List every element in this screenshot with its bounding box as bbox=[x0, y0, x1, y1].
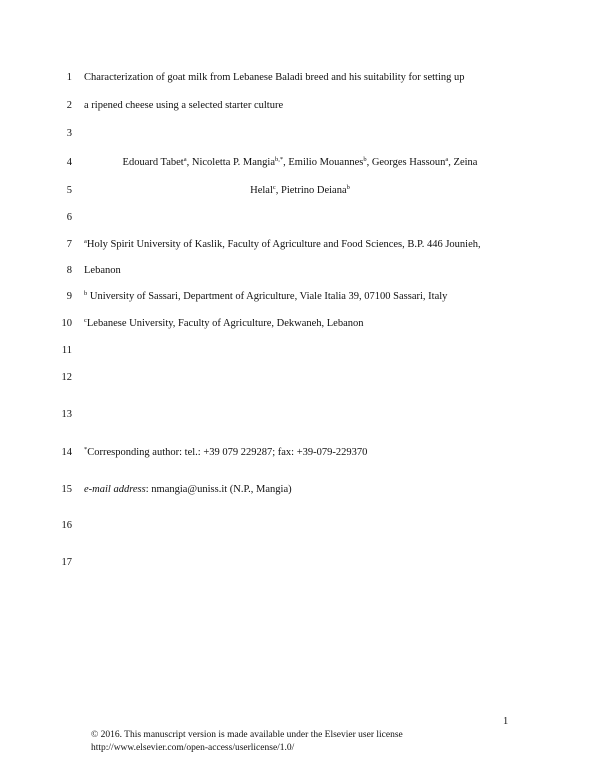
email-address: : nmangia@uniss.it (N.P., Mangia) bbox=[145, 484, 292, 495]
affiliation-b bbox=[84, 292, 447, 303]
author-name: Edouard Tabet bbox=[122, 157, 184, 168]
author-affiliation-mark: c bbox=[272, 184, 276, 191]
line-number: 9 bbox=[66, 291, 72, 302]
corresponding-mark: * bbox=[84, 446, 88, 453]
line-number: 15 bbox=[61, 484, 72, 495]
line-number: 12 bbox=[61, 372, 72, 383]
email-line bbox=[84, 485, 292, 496]
affiliation-a-continued: Lebanon bbox=[84, 265, 121, 276]
line-number: 2 bbox=[66, 100, 72, 111]
line-number: 4 bbox=[66, 157, 72, 168]
line-number: 8 bbox=[66, 265, 72, 276]
affiliation-mark: c bbox=[84, 317, 87, 324]
author-name: , Pietrino Deiana bbox=[275, 185, 347, 196]
authors-line-1 bbox=[80, 158, 520, 169]
affiliation-c bbox=[84, 319, 364, 330]
affiliation-mark: a bbox=[84, 238, 87, 245]
author-name: , Georges Hassoun bbox=[366, 157, 446, 168]
title-line-2: a ripened cheese using a selected starter culture bbox=[84, 100, 284, 111]
corresponding-author bbox=[84, 448, 367, 459]
line-number: 7 bbox=[66, 239, 72, 250]
author-name: Helal bbox=[250, 185, 273, 196]
line-number: 10 bbox=[61, 318, 72, 329]
author-name: , Emilio Mouannes bbox=[283, 157, 364, 168]
title-line-1: Characterization of goat milk from Lebanese Baladi breed and his suitability for setting up bbox=[84, 72, 465, 83]
author-name: , Zeina bbox=[448, 157, 478, 168]
affiliation-text: University of Sassari, Department of Agriculture, Viale Italia 39, 07100 Sassari, Italy bbox=[87, 291, 448, 302]
affiliation-text: Lebanese University, Faculty of Agriculture, Dekwaneh, Lebanon bbox=[86, 318, 364, 329]
author-affiliation-mark: b bbox=[346, 184, 350, 191]
author-affiliation-mark: b,* bbox=[274, 156, 284, 163]
author-affiliation-mark: a bbox=[183, 156, 187, 163]
line-number: 1 bbox=[66, 72, 72, 83]
line-number: 13 bbox=[61, 409, 72, 420]
footer-license-url: http://www.elsevier.com/open-access/userlicense/1.0/ bbox=[91, 743, 295, 753]
author-affiliation-mark: a bbox=[445, 156, 449, 163]
page-number: 1 bbox=[503, 716, 509, 727]
author-name: , Nicoletta P. Mangia bbox=[186, 157, 275, 168]
line-number: 3 bbox=[66, 128, 72, 139]
line-number: 5 bbox=[66, 185, 72, 196]
authors-line-2 bbox=[80, 186, 520, 197]
line-number: 14 bbox=[61, 447, 72, 458]
footer-license: © 2016. This manuscript version is made available under the Elsevier user license bbox=[91, 730, 403, 740]
author-affiliation-mark: b bbox=[363, 156, 367, 163]
line-number: 11 bbox=[61, 345, 72, 356]
line-number: 16 bbox=[61, 520, 72, 531]
affiliation-a bbox=[84, 240, 481, 251]
corresponding-text: Corresponding author: tel.: +39 079 229287; fax: +39-079-229370 bbox=[87, 447, 368, 458]
line-number: 6 bbox=[66, 212, 72, 223]
email-label: e-mail address bbox=[84, 484, 146, 495]
line-number: 17 bbox=[61, 557, 72, 568]
affiliation-mark: b bbox=[84, 290, 88, 297]
affiliation-text: Holy Spirit University of Kaslik, Faculty of Agriculture and Food Sciences, B.P. 446 Jounieh, bbox=[86, 239, 481, 250]
